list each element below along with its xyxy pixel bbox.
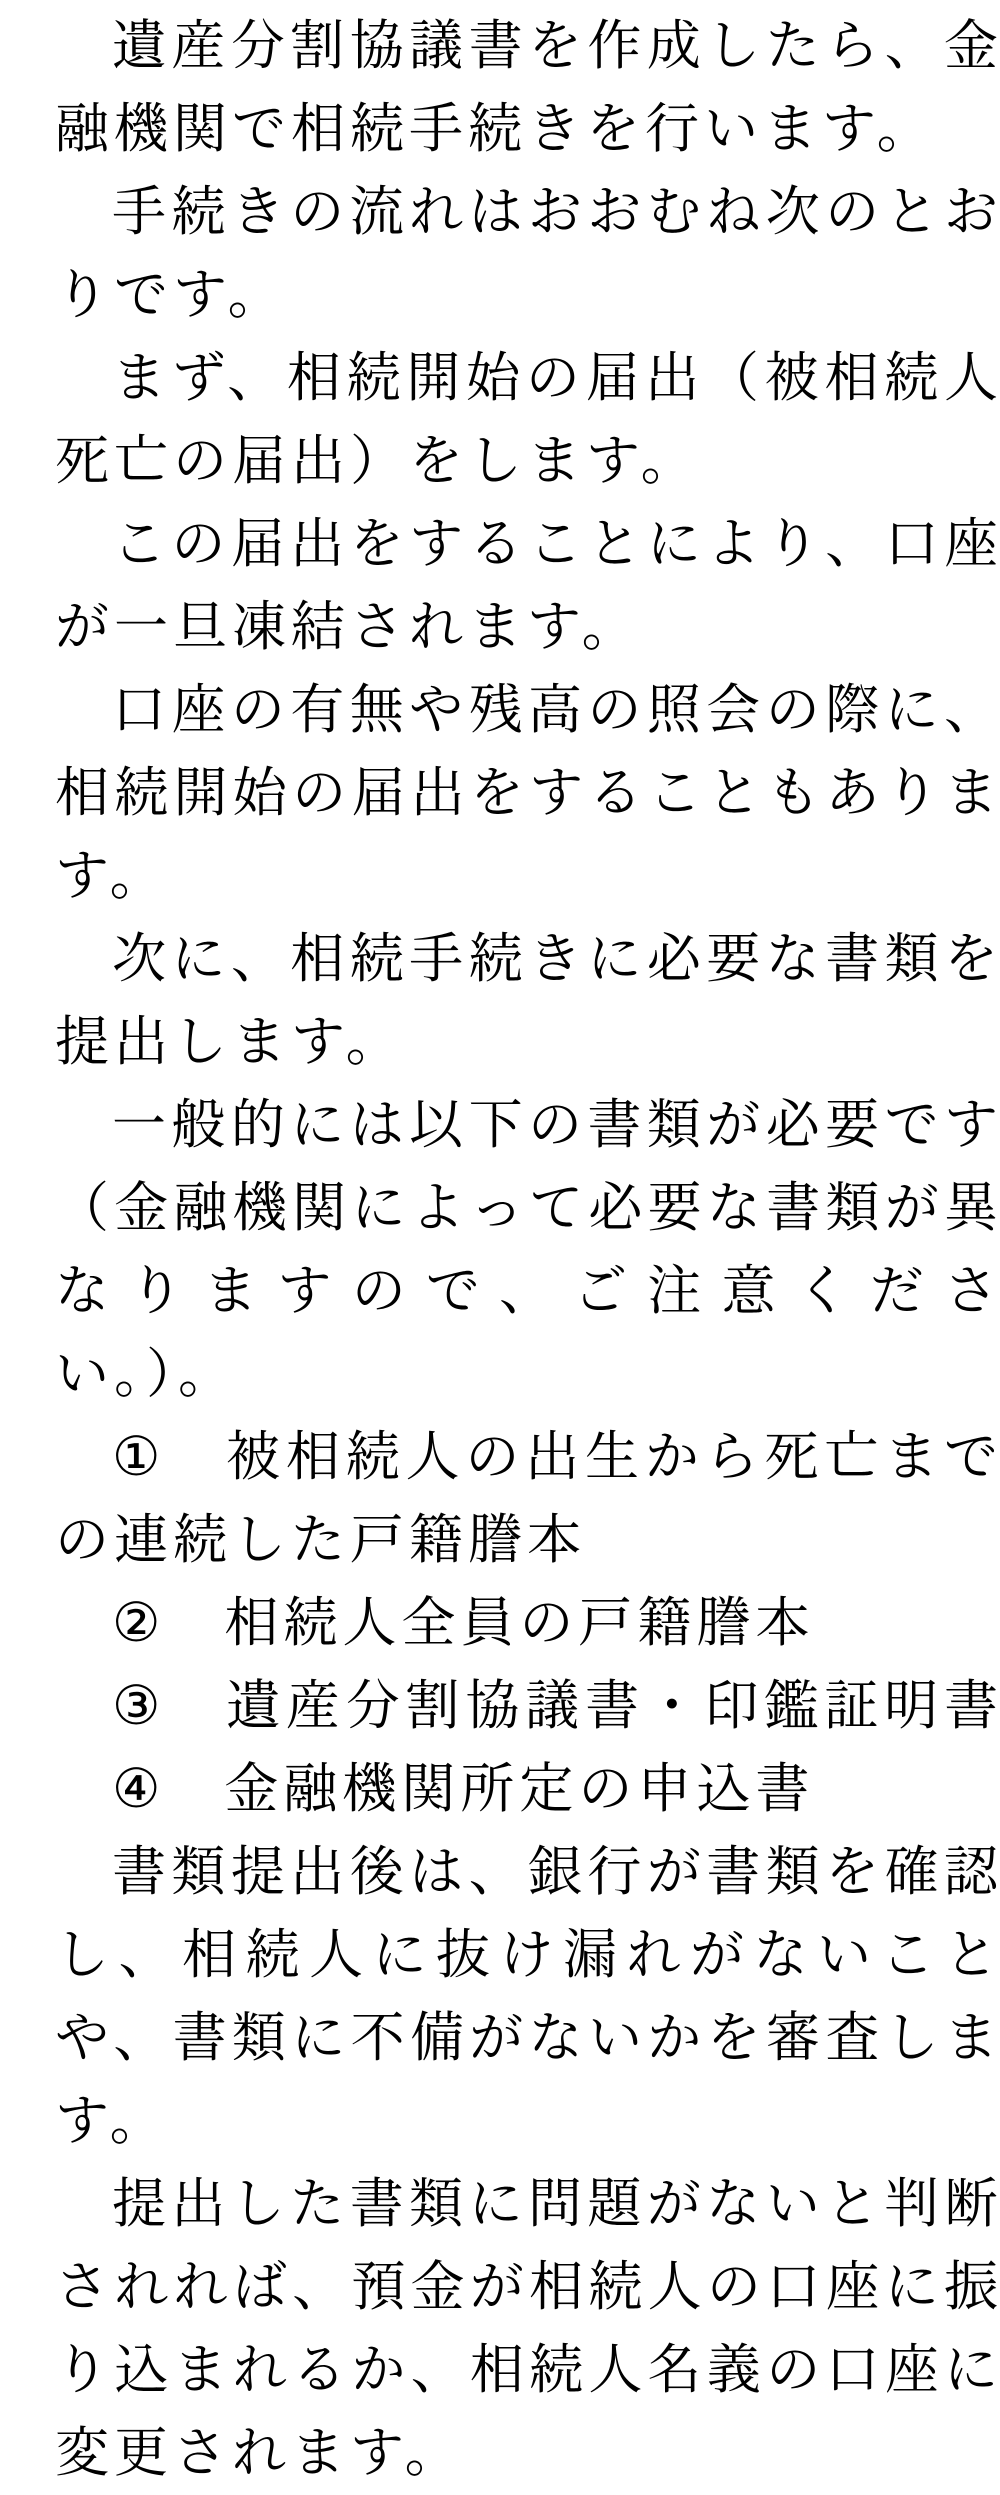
- text-line: ① 被相続人の出生から死亡まで: [112, 1427, 998, 1487]
- text-line: 提出します。: [55, 1012, 405, 1072]
- paragraph: [55, 1084, 998, 1416]
- text-line: り込まれるか、相続人名義の口座に: [55, 2340, 998, 2400]
- text-line: ③ 遺産分割協議書・印鑑証明書: [112, 1676, 998, 1736]
- text-line: ④ 金融機関所定の申込書: [112, 1759, 815, 1819]
- paragraph: [55, 669, 998, 918]
- list-item-3: [55, 1665, 998, 1748]
- list-item-2: [55, 1582, 998, 1665]
- paragraph: [55, 2163, 998, 2495]
- text-line: ② 相続人全員の戸籍謄本: [112, 1593, 815, 1653]
- text-line: 死亡の届出）をします。: [55, 431, 700, 491]
- text-line: 手続きの流れはおおむね次のとお: [112, 182, 998, 242]
- text-line: 変更されます。: [55, 2423, 464, 2483]
- document-body: [55, 5, 998, 2495]
- text-line: の連続した戸籍謄本: [55, 1510, 586, 1570]
- text-line: い。）。: [55, 1344, 237, 1404]
- list-item-1: [55, 1416, 998, 1582]
- text-line: 一般的には以下の書類が必要です: [112, 1095, 998, 1155]
- text-line: 提出した書類に問題がないと判断: [112, 2174, 998, 2234]
- text-line: 次に、相続手続きに必要な書類を: [112, 929, 998, 989]
- text-line: 書類提出後は、銀行が書類を確認: [112, 1842, 998, 1902]
- text-line: まず、相続開始の届出（被相続人: [112, 348, 998, 408]
- text-line: 遺産分割協議書を作成したら、金: [112, 16, 998, 76]
- text-line: や、書類に不備がないかを審査しま: [55, 2008, 998, 2068]
- paragraph: [55, 1831, 998, 2163]
- paragraph: [55, 918, 998, 1084]
- text-line: す。: [55, 846, 169, 906]
- paragraph: [55, 503, 998, 669]
- text-line: （金融機関によって必要な書類が異: [55, 1178, 998, 1238]
- text-line: なりますので、ご注意くださ: [55, 1261, 998, 1321]
- text-line: す。: [55, 2091, 169, 2151]
- text-line: し、相続人に抜け漏れがないこと: [55, 1925, 998, 1985]
- text-line: が一旦凍結されます。: [55, 597, 641, 657]
- text-line: りです。: [55, 265, 287, 325]
- paragraph: [55, 171, 998, 337]
- text-line: 相続開始の届出をすることもありま: [55, 763, 998, 823]
- text-line: されれば、預金が相続人の口座に振: [55, 2257, 998, 2317]
- text-line: 口座の有無や残高の照会の際に、: [112, 680, 998, 740]
- paragraph: [55, 5, 998, 171]
- text-line: 融機関で相続手続きを行います。: [55, 99, 936, 159]
- text-line: この届出をすることにより、口座: [112, 514, 998, 574]
- list-item-4: [55, 1748, 998, 1831]
- paragraph: [55, 337, 998, 503]
